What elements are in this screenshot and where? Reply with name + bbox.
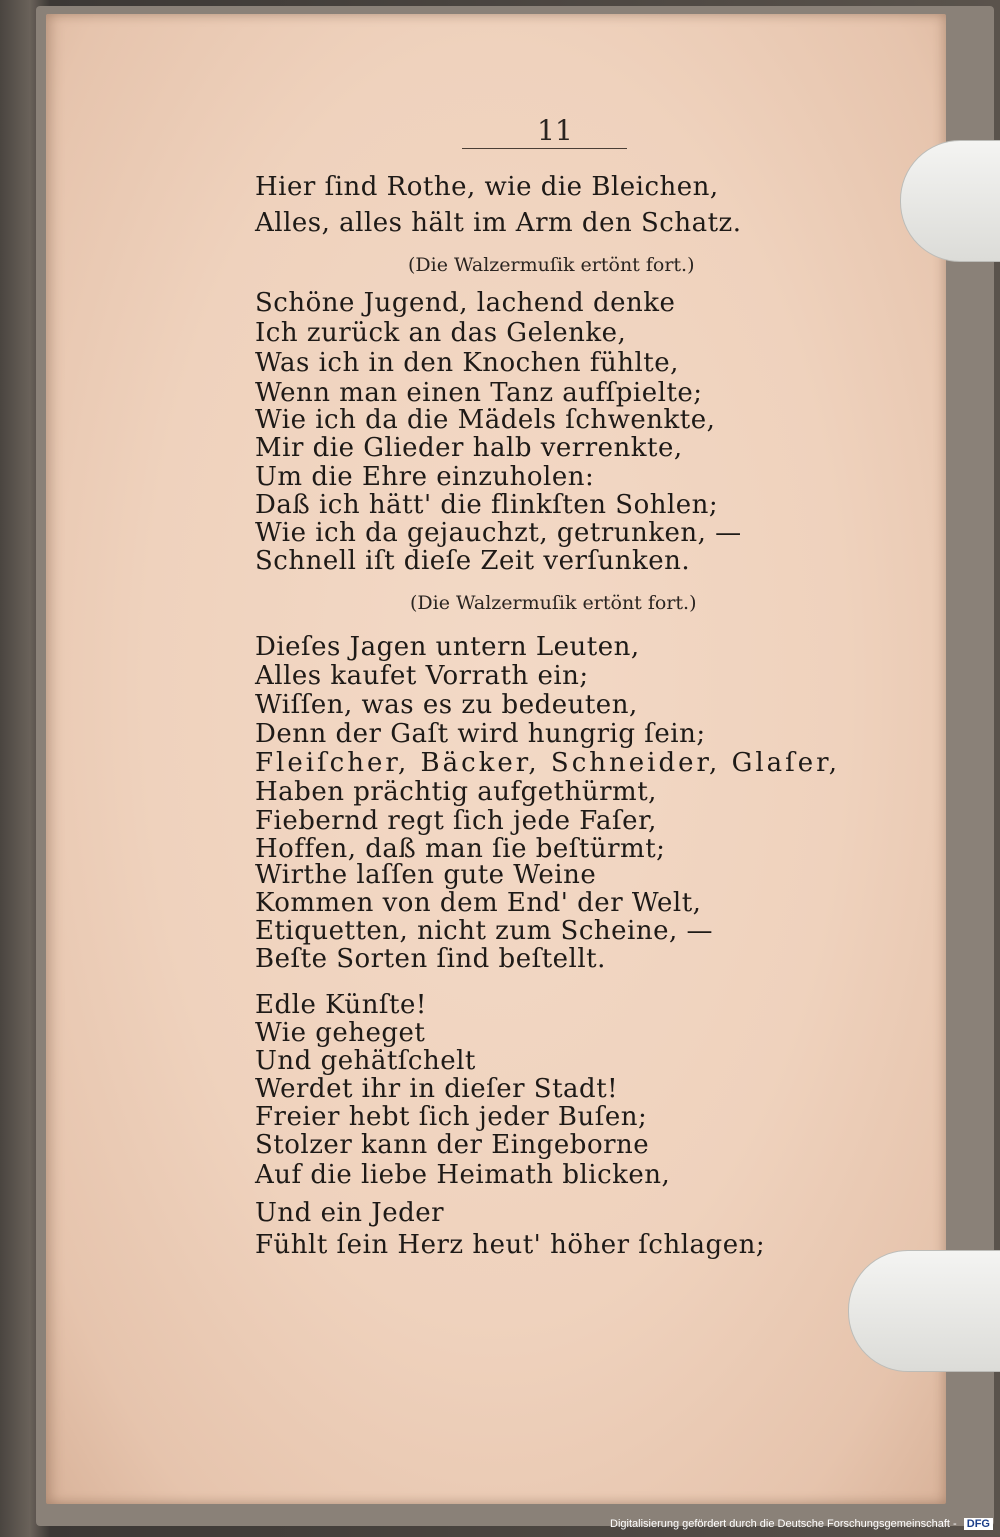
verse-line: Fühlt ſein Herz heut' höher ſchlagen; [255, 1230, 766, 1260]
verse-line: Alles, alles hält im Arm den Schatz. [255, 208, 742, 238]
verse-line: Schnell iſt dieſe Zeit verſunken. [255, 546, 691, 576]
verse-line: Fiebernd regt ſich jede Faſer, [255, 806, 657, 836]
digitization-credit [610, 1518, 993, 1530]
verse-line: Wenn man einen Tanz aufſpielte; [255, 378, 703, 408]
verse-line: Etiquetten, nicht zum Scheine, — [255, 916, 713, 946]
verse-line: Freier hebt ſich jeder Buſen; [255, 1102, 648, 1132]
verse-line: Schöne Jugend, lachend denke [255, 288, 676, 318]
verse-line: Mir die Glieder halb verrenkte, [255, 433, 683, 463]
verse-line: Um die Ehre einzuholen: [255, 462, 595, 492]
verse-line: Beſte Sorten ſind beſtellt. [255, 944, 606, 974]
verse-line: Haben prächtig aufgethürmt, [255, 777, 657, 807]
stage-direction: (Die Walzermuſik ertönt fort.) [408, 254, 695, 276]
verse-line: Fleiſcher, Bäcker, Schneider, Glaſer, [255, 748, 841, 778]
verse-line: Wie ich da gejauchzt, getrunken, — [255, 518, 742, 548]
verse-line: Stolzer kann der Eingeborne [255, 1130, 650, 1160]
verse-line: Wie ich da die Mädels ſchwenkte, [255, 405, 716, 435]
verse-line: Werdet ihr in dieſer Stadt! [255, 1074, 619, 1104]
verse-line: Ich zurück an das Gelenke, [255, 318, 627, 348]
verse-line: Alles kaufet Vorrath ein; [255, 661, 589, 691]
verse-line: Hier ſind Rothe, wie die Bleichen, [255, 172, 719, 202]
verse-line: Wiſſen, was es zu bedeuten, [255, 690, 638, 720]
verse-line: Denn der Gaſt wird hungrig ſein; [255, 719, 706, 749]
verse-line: Dieſes Jagen untern Leuten, [255, 632, 640, 662]
verse-line: Edle Künſte! [255, 990, 427, 1020]
stage-direction: (Die Walzermuſik ertönt fort.) [410, 592, 697, 614]
verse-line: Daß ich hätt' die flinkſten Sohlen; [255, 490, 719, 520]
dfg-logo: DFG [964, 1518, 993, 1530]
verse-line: Wirthe laſſen gute Weine [255, 860, 597, 890]
page-clip-bottom [848, 1250, 1000, 1372]
verse-line: Und ein Jeder [255, 1198, 445, 1228]
page-number: 11 [537, 114, 573, 147]
verse-line: Was ich in den Knochen fühlte, [255, 348, 679, 378]
verse-line: Wie geheget [255, 1018, 426, 1048]
verse-line: Hoffen, daß man ſie beſtürmt; [255, 834, 666, 864]
verse-line: Kommen von dem End' der Welt, [255, 888, 702, 918]
verse-line: Auf die liebe Heimath blicken, [255, 1160, 671, 1190]
page-number-rule [462, 148, 627, 149]
verse-line: Und gehätſchelt [255, 1046, 476, 1076]
credit-text: Digitalisierung gefördert durch die Deutsche Forschungsgemeinschaft - [610, 1518, 957, 1530]
